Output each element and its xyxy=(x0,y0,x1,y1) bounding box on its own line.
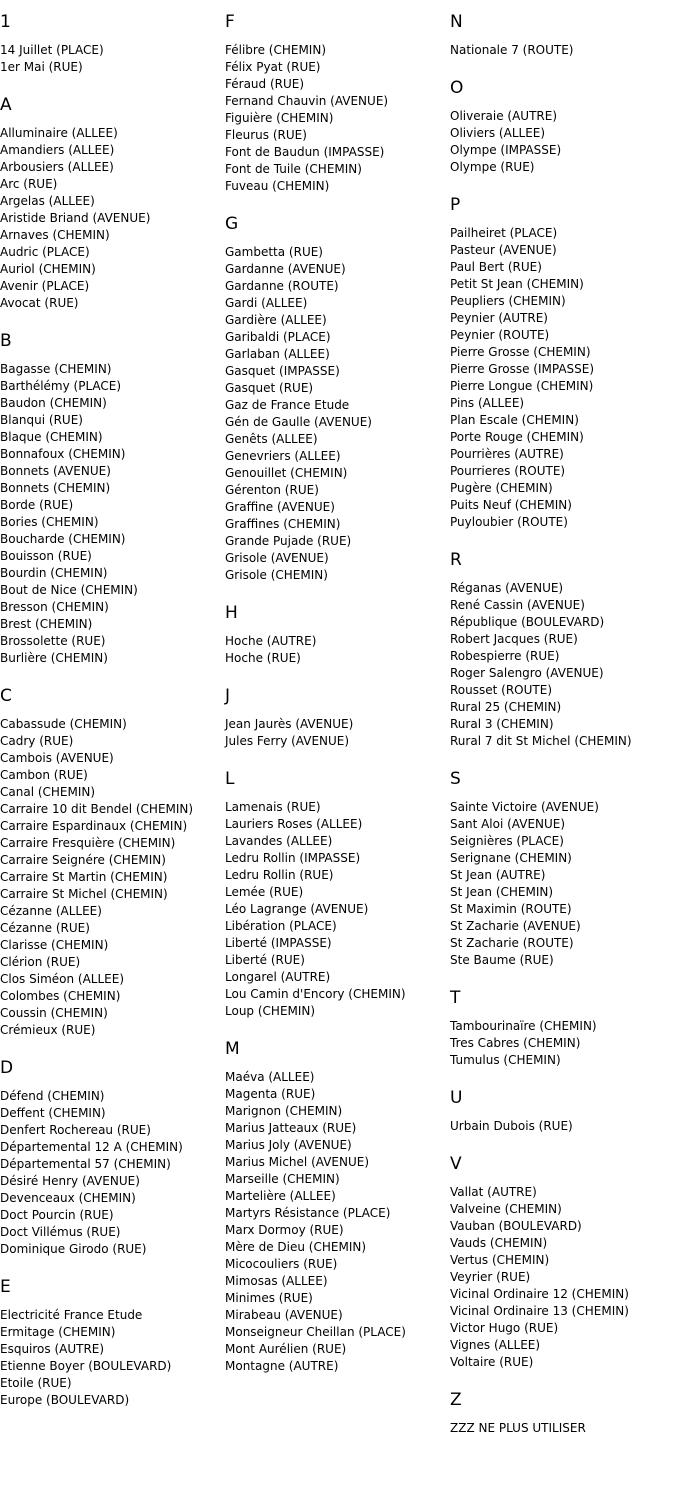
street-link[interactable]: Gambetta (RUE) xyxy=(225,245,323,259)
street-link[interactable]: Gaz de France Etude xyxy=(225,398,350,412)
street-link[interactable]: Gérenton (RUE) xyxy=(225,483,319,497)
street-link[interactable]: Graffines (CHEMIN) xyxy=(225,517,341,531)
street-link[interactable]: Etienne Boyer (BOULEVARD) xyxy=(0,1359,172,1373)
street-list xyxy=(450,1420,675,1437)
street-link[interactable]: Liberté (RUE) xyxy=(225,953,305,967)
street-link[interactable]: Amandiers (ALLEE) xyxy=(0,143,115,157)
street-link[interactable]: Fernand Chauvin (AVENUE) xyxy=(225,94,389,108)
street-link[interactable]: Genêts (ALLEE) xyxy=(225,432,318,446)
street-link[interactable]: Pailheiret (PLACE) xyxy=(450,226,558,240)
street-link[interactable]: Voltaire (RUE) xyxy=(450,1355,534,1369)
letter-section xyxy=(450,78,675,176)
letter-section xyxy=(0,1058,220,1258)
street-link[interactable]: Longarel (AUTRE) xyxy=(225,970,331,984)
street-link[interactable]: Esquiros (AUTRE) xyxy=(0,1342,105,1356)
street-link[interactable]: Garlaban (ALLEE) xyxy=(225,347,330,361)
street-link[interactable]: Minimes (RUE) xyxy=(225,1291,313,1305)
street-link[interactable]: Aristide Briand (AVENUE) xyxy=(0,211,151,225)
street-link[interactable]: Pierre Grosse (IMPASSE) xyxy=(450,362,595,376)
street-link[interactable]: Cézanne (RUE) xyxy=(0,921,90,935)
street-link[interactable]: Bonnets (AVENUE) xyxy=(0,464,111,478)
section-letter-heading: U xyxy=(450,1088,463,1108)
street-link[interactable]: Martyrs Résistance (PLACE) xyxy=(225,1206,391,1220)
letter-section xyxy=(450,1088,675,1135)
street-link[interactable]: Hoche (RUE) xyxy=(225,651,301,665)
street-index-column-2 xyxy=(225,0,445,1394)
street-link[interactable]: Féraud (RUE) xyxy=(225,77,305,91)
street-link[interactable]: Canal (CHEMIN) xyxy=(0,785,96,799)
section-letter-heading: C xyxy=(0,686,12,706)
street-link[interactable]: Tumulus (CHEMIN) xyxy=(450,1053,561,1067)
street-link[interactable]: Cambon (RUE) xyxy=(0,768,88,782)
street-list xyxy=(450,42,675,59)
street-link[interactable]: Dominique Girodo (RUE) xyxy=(0,1242,147,1256)
street-list xyxy=(0,1307,220,1409)
street-link[interactable]: Réganas (AVENUE) xyxy=(450,581,564,595)
section-letter-heading: B xyxy=(0,331,12,351)
street-link[interactable]: Lou Camin d'Encory (CHEMIN) xyxy=(225,987,406,1001)
street-link[interactable]: Olympe (RUE) xyxy=(450,160,535,174)
street-link[interactable]: Mère de Dieu (CHEMIN) xyxy=(225,1240,367,1254)
street-link[interactable]: Barthélémy (PLACE) xyxy=(0,379,122,393)
street-link[interactable]: St Jean (CHEMIN) xyxy=(450,885,554,899)
street-link[interactable]: Denfert Rochereau (RUE) xyxy=(0,1123,151,1137)
street-link[interactable]: Montagne (AUTRE) xyxy=(225,1359,339,1373)
street-link[interactable]: Cabassude (CHEMIN) xyxy=(0,717,127,731)
street-link[interactable]: Jules Ferry (AVENUE) xyxy=(225,734,350,748)
street-link[interactable]: Marseille (CHEMIN) xyxy=(225,1172,340,1186)
street-link[interactable]: Fuveau (CHEMIN) xyxy=(225,179,330,193)
street-link[interactable]: Boucharde (CHEMIN) xyxy=(0,532,126,546)
street-link[interactable]: Vertus (CHEMIN) xyxy=(450,1253,550,1267)
street-link[interactable]: Gasquet (RUE) xyxy=(225,381,314,395)
street-link[interactable]: Rural 3 (CHEMIN) xyxy=(450,717,554,731)
section-letter-heading: V xyxy=(450,1154,462,1174)
street-link[interactable]: Pierre Grosse (CHEMIN) xyxy=(450,345,591,359)
street-link[interactable]: Nationale 7 (ROUTE) xyxy=(450,43,574,57)
street-link[interactable]: Bouisson (RUE) xyxy=(0,549,92,563)
street-link[interactable]: Oliveraie (AUTRE) xyxy=(450,109,558,123)
street-link[interactable]: Carraire St Michel (CHEMIN) xyxy=(0,887,168,901)
street-link[interactable]: Audric (PLACE) xyxy=(0,245,90,259)
street-link[interactable]: Crémieux (RUE) xyxy=(0,1023,96,1037)
section-letter-heading: E xyxy=(0,1277,11,1297)
street-index-column-1 xyxy=(0,0,220,1428)
street-link[interactable]: Blaque (CHEMIN) xyxy=(0,430,103,444)
street-link[interactable]: Ledru Rollin (IMPASSE) xyxy=(225,851,361,865)
street-link[interactable]: Défend (CHEMIN) xyxy=(0,1089,105,1103)
street-link[interactable]: Jean Jaurès (AVENUE) xyxy=(225,717,354,731)
street-link[interactable]: Coussin (CHEMIN) xyxy=(0,1006,108,1020)
street-link[interactable]: Blanqui (RUE) xyxy=(0,413,83,427)
street-link[interactable]: Clérion (RUE) xyxy=(0,955,81,969)
street-link[interactable]: Vignes (ALLEE) xyxy=(450,1338,541,1352)
letter-section xyxy=(0,331,220,667)
section-letter-heading: F xyxy=(225,12,235,32)
street-link[interactable]: Petit St Jean (CHEMIN) xyxy=(450,277,584,291)
street-link[interactable]: Vauban (BOULEVARD) xyxy=(450,1219,582,1233)
section-letter-heading: P xyxy=(450,195,461,215)
street-link[interactable]: Peupliers (CHEMIN) xyxy=(450,294,566,308)
street-link[interactable]: Etoile (RUE) xyxy=(0,1376,72,1390)
street-link[interactable]: Lemée (RUE) xyxy=(225,885,304,899)
street-link[interactable]: Mont Aurélien (RUE) xyxy=(225,1342,347,1356)
street-link[interactable]: Grande Pujade (RUE) xyxy=(225,534,352,548)
street-link[interactable]: Brossolette (RUE) xyxy=(0,634,106,648)
street-link[interactable]: Bonnafoux (CHEMIN) xyxy=(0,447,126,461)
letter-section xyxy=(0,12,220,76)
street-link[interactable]: Carraire St Martin (CHEMIN) xyxy=(0,870,168,884)
street-link[interactable]: Colombes (CHEMIN) xyxy=(0,989,121,1003)
street-link[interactable]: Seignières (PLACE) xyxy=(450,834,564,848)
street-link[interactable]: Puits Neuf (CHEMIN) xyxy=(450,498,572,512)
street-link[interactable]: St Maximin (ROUTE) xyxy=(450,902,572,916)
street-link[interactable]: Hoche (AUTRE) xyxy=(225,634,317,648)
letter-section xyxy=(450,550,675,750)
street-link[interactable]: St Zacharie (AVENUE) xyxy=(450,919,581,933)
street-link[interactable]: Marius Joly (AVENUE) xyxy=(225,1138,352,1152)
street-link[interactable]: Léo Lagrange (AVENUE) xyxy=(225,902,369,916)
street-link[interactable]: Europe (BOULEVARD) xyxy=(0,1393,130,1407)
section-letter-heading: 1 xyxy=(0,12,11,32)
street-link[interactable]: Clarisse (CHEMIN) xyxy=(0,938,109,952)
street-link[interactable]: Gardanne (AVENUE) xyxy=(225,262,346,276)
street-link[interactable]: Vicinal Ordinaire 13 (CHEMIN) xyxy=(450,1304,629,1318)
section-letter-heading: D xyxy=(0,1058,14,1078)
section-letter-heading: J xyxy=(225,686,231,706)
street-link[interactable]: Garibaldi (PLACE) xyxy=(225,330,331,344)
street-link[interactable]: Mirabeau (AVENUE) xyxy=(225,1308,343,1322)
letter-section xyxy=(225,686,445,750)
street-list xyxy=(0,716,220,1039)
street-link[interactable]: 1er Mai (RUE) xyxy=(0,60,83,74)
letter-section xyxy=(450,195,675,531)
street-link[interactable]: Devenceaux (CHEMIN) xyxy=(0,1191,136,1205)
street-link[interactable]: Cambois (AVENUE) xyxy=(0,751,114,765)
street-link[interactable]: Gardanne (ROUTE) xyxy=(225,279,339,293)
street-link[interactable]: Vauds (CHEMIN) xyxy=(450,1236,548,1250)
letter-section xyxy=(450,769,675,969)
letter-section xyxy=(450,988,675,1069)
street-link[interactable]: Pierre Longue (CHEMIN) xyxy=(450,379,594,393)
street-link[interactable]: Ledru Rollin (RUE) xyxy=(225,868,334,882)
street-link[interactable]: Arc (RUE) xyxy=(0,177,58,191)
street-link[interactable]: Clos Siméon (ALLEE) xyxy=(0,972,125,986)
street-link[interactable]: Electricité France Etude xyxy=(0,1308,143,1322)
street-list xyxy=(225,244,445,584)
street-link[interactable]: ZZZ NE PLUS UTILISER xyxy=(450,1421,586,1435)
street-link[interactable]: Gardière (ALLEE) xyxy=(225,313,327,327)
street-link[interactable]: Veyrier (RUE) xyxy=(450,1270,531,1284)
street-link[interactable]: Robert Jacques (RUE) xyxy=(450,632,578,646)
street-link[interactable]: Argelas (ALLEE) xyxy=(0,194,95,208)
street-list xyxy=(225,799,445,1020)
street-link[interactable]: Départemental 12 A (CHEMIN) xyxy=(0,1140,183,1154)
street-link[interactable]: Avenir (PLACE) xyxy=(0,279,90,293)
letter-section xyxy=(225,12,445,195)
street-link[interactable]: St Jean (AUTRE) xyxy=(450,868,546,882)
street-link[interactable]: Vicinal Ordinaire 12 (CHEMIN) xyxy=(450,1287,629,1301)
street-link[interactable]: Robespierre (RUE) xyxy=(450,649,560,663)
street-list xyxy=(225,633,445,667)
street-link[interactable]: René Cassin (AVENUE) xyxy=(450,598,585,612)
street-link[interactable]: Bories (CHEMIN) xyxy=(0,515,99,529)
street-link[interactable]: Bonnets (CHEMIN) xyxy=(0,481,111,495)
street-link[interactable]: Sant Aloi (AVENUE) xyxy=(450,817,566,831)
street-link[interactable]: 14 Juillet (PLACE) xyxy=(0,43,104,57)
street-link[interactable]: Figuière (CHEMIN) xyxy=(225,111,334,125)
street-link[interactable]: Serignane (CHEMIN) xyxy=(450,851,572,865)
street-link[interactable]: Tres Cabres (CHEMIN) xyxy=(450,1036,581,1050)
street-link[interactable]: Burlière (CHEMIN) xyxy=(0,651,108,665)
section-letter-heading: N xyxy=(450,12,463,32)
street-link[interactable]: Font de Tuile (CHEMIN) xyxy=(225,162,362,176)
street-link[interactable]: Bourdin (CHEMIN) xyxy=(0,566,108,580)
street-link[interactable]: Peynier (ROUTE) xyxy=(450,328,550,342)
street-link[interactable]: Pourrieres (ROUTE) xyxy=(450,464,566,478)
street-link[interactable]: Monseigneur Cheillan (PLACE) xyxy=(225,1325,406,1339)
street-link[interactable]: Cadry (RUE) xyxy=(0,734,74,748)
street-link[interactable]: Graffine (AVENUE) xyxy=(225,500,335,514)
street-link[interactable]: Rural 7 dit St Michel (CHEMIN) xyxy=(450,734,632,748)
street-link[interactable]: Paul Bert (RUE) xyxy=(450,260,542,274)
street-link[interactable]: Bresson (CHEMIN) xyxy=(0,600,109,614)
street-index-column-3 xyxy=(450,0,675,1456)
street-link[interactable]: Porte Rouge (CHEMIN) xyxy=(450,430,584,444)
street-link[interactable]: Ermitage (CHEMIN) xyxy=(0,1325,116,1339)
section-letter-heading: G xyxy=(225,214,239,234)
street-link[interactable]: Auriol (CHEMIN) xyxy=(0,262,96,276)
section-letter-heading: L xyxy=(225,769,235,789)
letter-section xyxy=(0,95,220,312)
street-link[interactable]: Puyloubier (ROUTE) xyxy=(450,515,568,529)
letter-section xyxy=(225,214,445,584)
section-letter-heading: T xyxy=(450,988,461,1008)
street-link[interactable]: Oliviers (ALLEE) xyxy=(450,126,546,140)
street-link[interactable]: Mimosas (ALLEE) xyxy=(225,1274,328,1288)
street-link[interactable]: Baudon (CHEMIN) xyxy=(0,396,107,410)
street-link[interactable]: Départemental 57 (CHEMIN) xyxy=(0,1157,171,1171)
street-list xyxy=(450,1118,675,1135)
street-list xyxy=(0,361,220,667)
street-link[interactable]: Libération (PLACE) xyxy=(225,919,337,933)
letter-section xyxy=(225,603,445,667)
street-link[interactable]: Rousset (ROUTE) xyxy=(450,683,552,697)
street-link[interactable]: Lavandes (ALLEE) xyxy=(225,834,333,848)
street-list xyxy=(225,42,445,195)
street-list xyxy=(450,1018,675,1069)
street-link[interactable]: Carraire Fresquière (CHEMIN) xyxy=(0,836,176,850)
letter-section xyxy=(225,1039,445,1375)
street-list xyxy=(0,125,220,312)
street-list xyxy=(450,225,675,531)
street-link[interactable]: Marius Michel (AVENUE) xyxy=(225,1155,370,1169)
street-link[interactable]: Pins (ALLEE) xyxy=(450,396,525,410)
street-list xyxy=(450,1184,675,1371)
street-link[interactable]: Genevriers (ALLEE) xyxy=(225,449,341,463)
street-link[interactable]: Rural 25 (CHEMIN) xyxy=(450,700,562,714)
street-list xyxy=(450,580,675,750)
street-link[interactable]: Maéva (ALLEE) xyxy=(225,1070,315,1084)
street-link[interactable]: Valveine (CHEMIN) xyxy=(450,1202,562,1216)
section-letter-heading: Z xyxy=(450,1390,462,1410)
section-letter-heading: H xyxy=(225,603,238,623)
street-list xyxy=(225,1069,445,1375)
section-letter-heading: S xyxy=(450,769,461,789)
street-link[interactable]: Carraire Seignére (CHEMIN) xyxy=(0,853,166,867)
street-link[interactable]: Pugère (CHEMIN) xyxy=(450,481,553,495)
street-link[interactable]: Alluminaire (ALLEE) xyxy=(0,126,118,140)
street-link[interactable]: Tambourinaïre (CHEMIN) xyxy=(450,1019,597,1033)
street-list xyxy=(450,799,675,969)
street-link[interactable]: Bagasse (CHEMIN) xyxy=(0,362,112,376)
street-list xyxy=(450,108,675,176)
street-link[interactable]: Deffent (CHEMIN) xyxy=(0,1106,106,1120)
street-link[interactable]: Bout de Nice (CHEMIN) xyxy=(0,583,138,597)
street-link[interactable]: Font de Baudun (IMPASSE) xyxy=(225,145,385,159)
street-link[interactable]: Micocouliers (RUE) xyxy=(225,1257,338,1271)
street-link[interactable]: Gén de Gaulle (AVENUE) xyxy=(225,415,372,429)
letter-section xyxy=(450,1390,675,1437)
street-link[interactable]: Sainte Victoire (AVENUE) xyxy=(450,800,599,814)
street-link[interactable]: Marx Dormoy (RUE) xyxy=(225,1223,344,1237)
street-link[interactable]: Doct Villémus (RUE) xyxy=(0,1225,121,1239)
street-link[interactable]: Urbain Dubois (RUE) xyxy=(450,1119,573,1133)
street-link[interactable]: République (BOULEVARD) xyxy=(450,615,605,629)
street-link[interactable]: Félix Pyat (RUE) xyxy=(225,60,321,74)
street-link[interactable]: Pourrières (AUTRE) xyxy=(450,447,564,461)
street-link[interactable]: St Zacharie (ROUTE) xyxy=(450,936,574,950)
street-link[interactable]: Gasquet (IMPASSE) xyxy=(225,364,340,378)
section-letter-heading: R xyxy=(450,550,462,570)
street-link[interactable]: Félibre (CHEMIN) xyxy=(225,43,326,57)
street-link[interactable]: Olympe (IMPASSE) xyxy=(450,143,562,157)
letter-section xyxy=(0,686,220,1039)
street-link[interactable]: Marignon (CHEMIN) xyxy=(225,1104,343,1118)
letter-section xyxy=(0,1277,220,1409)
street-link[interactable]: Avocat (RUE) xyxy=(0,296,79,310)
street-link[interactable]: Victor Hugo (RUE) xyxy=(450,1321,559,1335)
letter-section xyxy=(225,769,445,1020)
street-link[interactable]: Fleurus (RUE) xyxy=(225,128,307,142)
street-link[interactable]: Cézanne (ALLEE) xyxy=(0,904,102,918)
street-list xyxy=(225,716,445,750)
street-link[interactable]: Arbousiers (ALLEE) xyxy=(0,160,114,174)
street-link[interactable]: Désiré Henry (AVENUE) xyxy=(0,1174,140,1188)
section-letter-heading: M xyxy=(225,1039,240,1059)
street-link[interactable]: Magenta (RUE) xyxy=(225,1087,316,1101)
street-link[interactable]: Martelière (ALLEE) xyxy=(225,1189,336,1203)
street-link[interactable]: Borde (RUE) xyxy=(0,498,74,512)
street-link[interactable]: Vallat (AUTRE) xyxy=(450,1185,537,1199)
street-link[interactable]: Loup (CHEMIN) xyxy=(225,1004,316,1018)
street-list xyxy=(0,1088,220,1258)
street-link[interactable]: Marius Jatteaux (RUE) xyxy=(225,1121,357,1135)
street-link[interactable]: Carraire 10 dit Bendel (CHEMIN) xyxy=(0,802,194,816)
street-link[interactable]: Grisole (CHEMIN) xyxy=(225,568,328,582)
street-link[interactable]: Doct Pourcin (RUE) xyxy=(0,1208,114,1222)
street-link[interactable]: Gardi (ALLEE) xyxy=(225,296,308,310)
street-link[interactable]: Arnaves (CHEMIN) xyxy=(0,228,110,242)
street-link[interactable]: Lamenais (RUE) xyxy=(225,800,321,814)
street-link[interactable]: Grisole (AVENUE) xyxy=(225,551,329,565)
street-link[interactable]: Genouillet (CHEMIN) xyxy=(225,466,348,480)
street-link[interactable]: Brest (CHEMIN) xyxy=(0,617,93,631)
street-link[interactable]: Carraire Espardinaux (CHEMIN) xyxy=(0,819,188,833)
letter-section xyxy=(450,1154,675,1371)
street-link[interactable]: Liberté (IMPASSE) xyxy=(225,936,332,950)
letter-section xyxy=(450,12,675,59)
street-link[interactable]: Ste Baume (RUE) xyxy=(450,953,554,967)
street-link[interactable]: Lauriers Roses (ALLEE) xyxy=(225,817,363,831)
street-link[interactable]: Roger Salengro (AVENUE) xyxy=(450,666,604,680)
street-list xyxy=(0,42,220,76)
street-link[interactable]: Plan Escale (CHEMIN) xyxy=(450,413,579,427)
section-letter-heading: A xyxy=(0,95,12,115)
street-link[interactable]: Peynier (AUTRE) xyxy=(450,311,548,325)
section-letter-heading: O xyxy=(450,78,464,98)
street-link[interactable]: Pasteur (AVENUE) xyxy=(450,243,557,257)
